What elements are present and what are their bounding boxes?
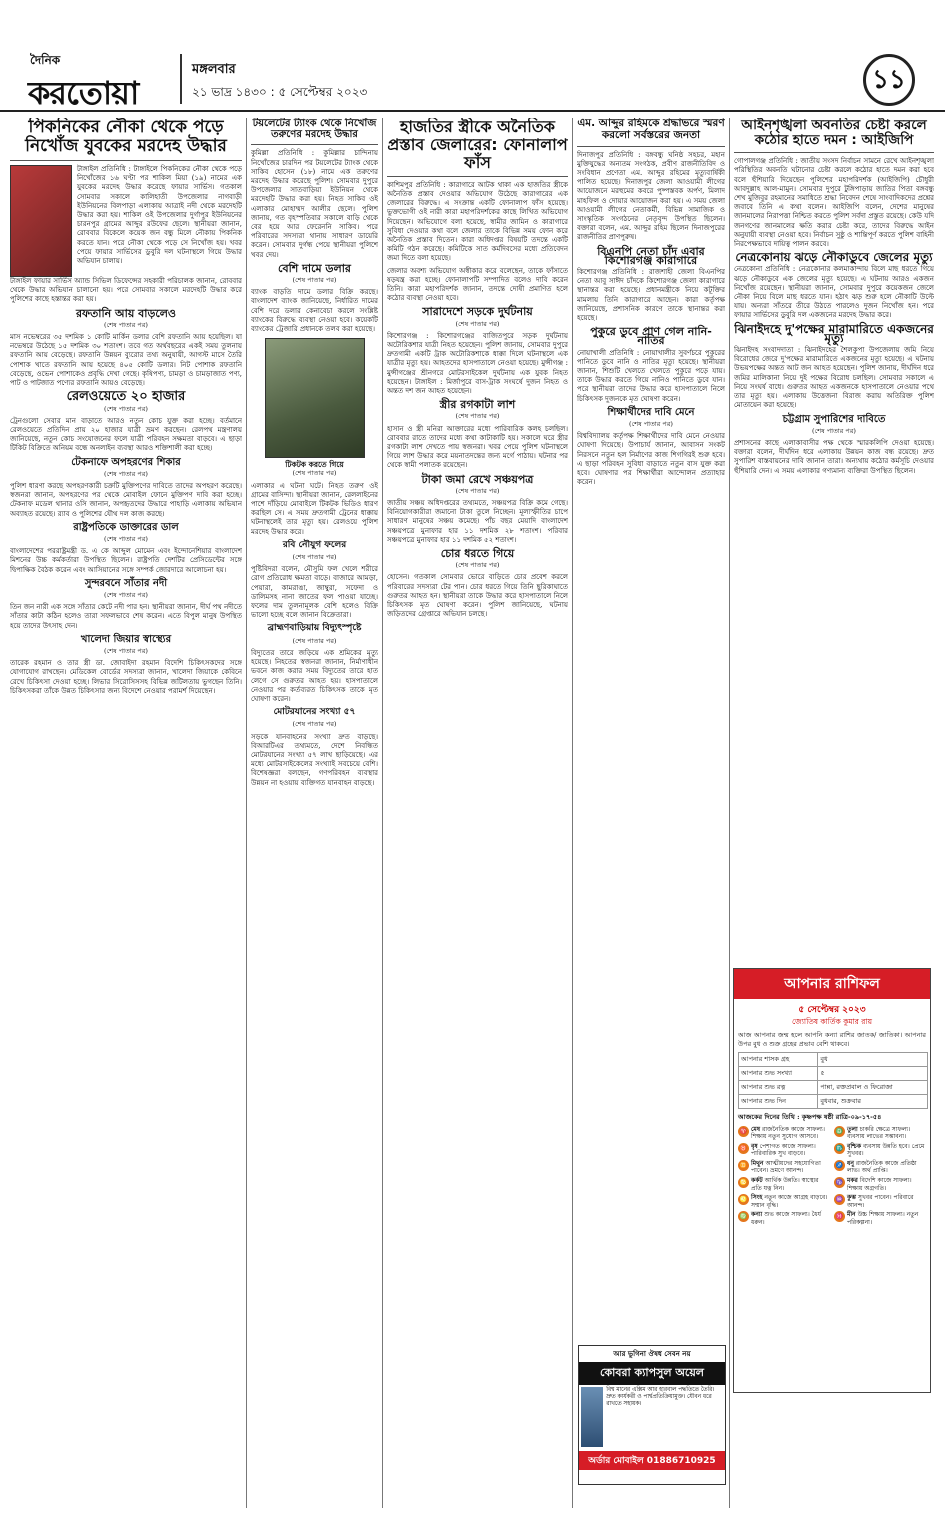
zodiac-item [738, 1143, 830, 1158]
zodiac-item [834, 1143, 926, 1158]
portrait-photo [10, 165, 72, 277]
story-body: জাতীয় সঞ্চয় অধিদপ্তরের তথ্যমতে, সঞ্চয়পত্র বিক্রি কমে গেছে। বিনিয়োগকারীরা জমানো টাকা তুলে নিচ্ছেন। মূল্যস্ফীতির চাপে সাধারণ মানুষের সঞ্চয় কমেছে। পাঁচ বছর মেয়াদি বাংলাদেশ সঞ্চয়পত্রে মুনাফার হার ১১ দশমিক ২৮ শতাংশ। পরিবার সঞ্চয়পত্রে মুনাফার হার ১১ দশমিক ৫২ শতাংশ। [387, 499, 568, 544]
continuation-note: (শেষ পাতার পর) [292, 720, 337, 729]
continuation-note: (শেষ পাতার পর) [104, 646, 148, 655]
story-headline: রেলওয়েতে ২০ হাজার [66, 389, 186, 405]
column-4 [577, 118, 725, 1340]
horoscope-intro: আজ আপনার জন্ম হলে আপনি কন্যা রাশির জাতক/ জাতিকা। আপনার উপর বুধ ও শুক্র গ্রহের প্রভাব বেশি থাকবে। [738, 1031, 926, 1048]
photo-caption: টিকটক করতে গিয়ে [285, 460, 344, 470]
story-headline: সুন্দরবনে সাঁতার নদী [84, 577, 168, 589]
continuation-note: (শেষ পাতার পর) [292, 469, 337, 478]
zodiac-name: মিথুন [751, 1159, 764, 1167]
newspaper-logo: করতোয়া [28, 74, 139, 112]
table-cell: পান্না, রক্তপ্রবাল ও ফিরোজা [818, 1081, 928, 1095]
continuation-note: (শেষ পাতার পর) [292, 553, 337, 562]
zodiac-item [738, 1211, 830, 1226]
continuation-note: (শেষ পাতার পর) [104, 469, 148, 478]
story-headline: টয়লেটের ট্যাংক থেকে নিখোঁজ তরুণের মরদেহ উদ্ধার [252, 118, 377, 141]
story-headline: মোটরযানের সংখ্যা ৫৭ [273, 707, 356, 718]
divider [734, 152, 934, 153]
column-5 [734, 118, 934, 963]
zodiac-name: বৃষ [751, 1142, 758, 1150]
horoscope-author: জ্যোতিষ কার্তিক কুমার রায় [791, 1017, 873, 1026]
zodiac-icon: ♋ [739, 1179, 748, 1187]
story-body: এলাকার এ ঘটনা ঘটে। নিহত তরুণ ওই গ্রামের বাসিন্দা। স্থানীয়রা জানান, রেললাইনের পাশে দাঁড়িয়ে মোবাইলে টিকটক ভিডিও ধারণ করছিল সে। এ সময় দ্রুতগামী ট্রেনের ধাক্কায় ঘটনাস্থলেই তার মৃত্যু হয়। রেলওয়ে পুলিশ মরদেহ উদ্ধার করে। [251, 481, 378, 536]
story-headline: ব্রাহ্মণবাড়িয়ায় বিদ্যুৎস্পৃষ্টে [267, 623, 362, 634]
story-headline: আইনশৃঙ্খলা অবনতির চেষ্টা করলে কঠোর হাতে দমন : আইজিপি [741, 118, 927, 149]
story-headline: টেকনাফে অপহরণের শিকার [71, 456, 181, 468]
column-divider [729, 118, 730, 1508]
zodiac-name: তুলা [847, 1125, 858, 1133]
news-photo [265, 338, 365, 458]
zodiac-name: মীন [847, 1211, 856, 1219]
zodiac-text: পেশাগত কাজে সাফল্য। পারিবারিক সুখ বাড়বে। [751, 1142, 816, 1158]
continuation-note: (শেষ পাতার পর) [292, 636, 337, 645]
zodiac-icon: ♏ [835, 1144, 844, 1152]
logo-small: দৈনিক [30, 53, 61, 67]
continuation-note: (শেষ পাতার পর) [104, 320, 148, 329]
continuation-note: (শেষ পাতার পর) [292, 276, 337, 285]
column-2 [251, 118, 378, 1513]
zodiac-item [834, 1194, 926, 1209]
zodiac-icon: ♎ [835, 1127, 844, 1135]
zodiac-item [834, 1126, 926, 1141]
story-body: বাংলাদেশের পররাষ্ট্রমন্ত্রী ড. এ কে আব্দুল মোমেন এবং ইন্দোনেশিয়ার বাংলাদেশ মিশনের উচ্চ কর্মকর্তারা উপস্থিত ছিলেন। রাষ্ট্রপতি দেশটির প্রেসিডেন্টের সঙ্গে দ্বিপাক্ষিক বৈঠক করেন এবং আসিয়ানের সঙ্গে সম্পর্ক জোরদারে আলোচনা হয়। [10, 547, 242, 574]
zodiac-name: মেষ [751, 1125, 761, 1133]
ad-image [581, 1387, 603, 1447]
story-headline: খালেদা জিয়ার স্বাস্থ্যের [80, 633, 172, 645]
story-headline: পুকুরে ডুবে প্রাণ গেল নানি-নাতির [590, 325, 712, 348]
advertisement [578, 1345, 726, 1485]
story-body: ঝিনাইদহ সংবাদদাতা : ঝিনাইদহের শৈলকুপা উপজেলায় জমি নিয়ে বিরোধের জেরে দু'পক্ষের মারামারিতে একজনের মৃত্যু হয়েছে। এ ঘটনায় উভয়পক্ষের অন্তত আট জন আহত হয়েছেন। পুলিশ জানায়, দীর্ঘদিন ধরে জমির মালিকানা নিয়ে দুই পক্ষের বিরোধ চলছিল। সোমবার সকালে এ নিয়ে সংঘর্ষ বাধে। গুরুতর আহত একজনকে হাসপাতালে নেওয়ার পথে তার মৃত্যু হয়। এলাকায় উত্তেজনা বিরাজ করায় অতিরিক্ত পুলিশ মোতায়েন করা হয়েছে। [734, 346, 934, 410]
zodiac-item [834, 1160, 926, 1175]
story-headline: চট্টগ্রাম সুপারিশের দাবিতে [782, 413, 886, 425]
zodiac-text: নতুন কাজে আগ্রহ বাড়বে। সম্মান বৃদ্ধি। [751, 1194, 828, 1209]
story-body: কুমিল্লা প্রতিনিধি : কুমিল্লার চান্দিনায় নিখোঁজের চারদিন পর টয়লেটের ট্যাংক থেকে সাকিব হোসেন (১৮) নামে এক তরুণের মরদেহ উদ্ধার করেছে পুলিশ। সোমবার দুপুরে উপজেলার সাতবাড়িয়া ইউনিয়ন থেকে মরদেহটি উদ্ধার করা হয়। নিহত সাকিব ওই এলাকার মোহাম্মদ আলীর ছেলে। পুলিশ জানায়, গত বৃহস্পতিবার সকালে বাড়ি থেকে বের হয়ে আর ফেরেননি সাকিব। পরে পরিবারের সদস্যরা থানায় সাধারণ ডায়েরি করেন। সোমবার দুর্গন্ধ পেয়ে স্থানীয়রা পুলিশে খবর দেয়। [251, 149, 378, 259]
zodiac-icon: ♉ [739, 1144, 748, 1152]
zodiac-text: উচ্চ শিক্ষায় সাফল্য। নতুন পরিকল্পনা। [847, 1211, 919, 1227]
continuation-note: (শেষ পাতার পর) [629, 419, 673, 428]
divider [180, 54, 182, 104]
issue-day: মঙ্গলবার [192, 62, 236, 77]
zodiac-name: কন্যা [751, 1211, 763, 1219]
table-cell: বুধবার, শুক্রবার [818, 1095, 928, 1109]
story-headline: বেশি দামে ডলার [278, 261, 351, 275]
column-divider [246, 118, 247, 1508]
continuation-note: (শেষ পাতার পর) [812, 426, 856, 435]
zodiac-name: কর্কট [751, 1177, 763, 1185]
story-body: পুষ্টিবিদরা বলেন, মৌসুমি ফল খেলে শরীরে রোগ প্রতিরোধ ক্ষমতা বাড়ে। বাজারে আমড়া, পেয়ারা, কামরাঙা, জাম্বুরা, সফেদা ও ডালিমসহ নানা জাতের ফল পাওয়া যাচ্ছে। ফলের দাম তুলনামূলক বেশি হলেও বিক্রি ভালো হচ্ছে বলে জানান বিক্রেতারা। [251, 565, 378, 620]
story-body: নেত্রকোনা প্রতিনিধি : নেত্রকোনার কলমাকান্দায় বিলে মাছ ধরতে গিয়ে ঝড়ে নৌকাডুবে এক জেলের মৃত্যু হয়েছে। এ ঘটনায় আরও একজন নিখোঁজ রয়েছেন। স্থানীয়রা জানান, সোমবার দুপুরে কয়েকজন জেলে নৌকা নিয়ে বিলে মাছ ধরতে যান। হঠাৎ ঝড় শুরু হলে নৌকাটি উল্টে যায়। অন্যরা সাঁতরে তীরে উঠতে পারলেও দুজন নিখোঁজ হন। পরে ফায়ার সার্ভিসের ডুবুরি দল একজনের মরদেহ উদ্ধার করে। [734, 265, 934, 320]
story-headline: বিএনপি নেতা চাঁদ এবার কিশোরগঞ্জ কারাগারে [597, 244, 705, 267]
zodiac-signs [734, 1124, 930, 1229]
story-headline: হাজতির স্ত্রীকে অনৈতিক প্রস্তাব জেলারের: ফোনালাপ ফাঁস [387, 118, 568, 172]
story-headline: সারাদেশে সড়কে দুর্ঘটনায় [422, 305, 533, 319]
ad-phone: অর্ডার মোবাইল 01886710925 [579, 1451, 725, 1470]
zodiac-item [738, 1126, 830, 1141]
zodiac-item [834, 1177, 926, 1192]
table-cell: আপনার শুভ দিন [739, 1095, 818, 1109]
story-body: কিশোরগঞ্জ প্রতিনিধি : রাজশাহী জেলা বিএনপির নেতা আবু সাঈদ চাঁদকে কিশোরগঞ্জ জেলা কারাগারে স্থানান্তর করা হয়েছে। প্রধানমন্ত্রীকে নিয়ে কটূক্তির মামলায় তিনি কারাগারে আছেন। কারা কর্তৃপক্ষ জানিয়েছে, প্রশাসনিক কারণে তাকে স্থানান্তর করা হয়েছে। [577, 267, 725, 322]
story-body: কাশিমপুর প্রতিনিধি : কারাগারে আটক থাকা এক হাজতির স্ত্রীকে অনৈতিক প্রস্তাব দেওয়ার অভিযোগ উঠেছে কারাগারের এক জেলারের বিরুদ্ধে। এ সংক্রান্ত একটি ফোনালাপ ফাঁস হয়েছে। ভুক্তভোগী ওই নারী কারা মহাপরিদর্শকের কাছে লিখিত অভিযোগ দিয়েছেন। অভিযোগে বলা হয়েছে, স্বামীর জামিন ও কারাগারে সুবিধা দেওয়ার কথা বলে জেলার তাকে বিভিন্ন সময় ফোন করে অনৈতিক প্রস্তাব দিতেন। কারা অধিদপ্তর বিষয়টি তদন্তে একটি কমিটি গঠন করেছে। কমিটিকে সাত কর্মদিবসের মধ্যে প্রতিবেদন জমা দিতে বলা হয়েছে। [387, 180, 568, 263]
divider [10, 160, 242, 161]
story-body: হাসান ও স্ত্রী মনিরা আক্তারের মধ্যে পারিবারিক কলহ চলছিল। রোববার রাতে তাদের মধ্যে কথা কাটাকাটি হয়। সকালে ঘরে স্ত্রীর রগকাটা লাশ দেখতে পায় স্বজনরা। খবর পেয়ে পুলিশ ঘটনাস্থলে গিয়ে লাশ উদ্ধার করে ময়নাতদন্তের জন্য মর্গে পাঠায়। ঘটনার পর থেকে স্বামী পলাতক রয়েছেন। [387, 424, 568, 470]
table-cell: বুধ [818, 1053, 928, 1067]
divider [387, 176, 568, 177]
story-headline: রফতানি আয় বাড়লেও [75, 306, 177, 320]
zodiac-item [738, 1177, 830, 1192]
zodiac-icon: ♓ [835, 1213, 844, 1221]
story-body: জেলার অবশ্য অভিযোগ অস্বীকার করে বলেছেন, তাকে ফাঁসাতে ষড়যন্ত্র করা হচ্ছে। ফোনালাপটি সম্পাদিত বলেও দাবি করেন তিনি। কারা মহাপরিদর্শক জানান, তদন্তে দোষী প্রমাণিত হলে কঠোর ব্যবস্থা নেওয়া হবে। [387, 266, 568, 303]
story-body: পুলিশ ধারণা করছে অপহরণকারী চক্রটি মুক্তিপণের দাবিতে তাদের অপহরণ করেছে। স্বজনরা জানান, অপহরণের পর থেকে মোবাইল ফোনে মুক্তিপণ দাবি করা হচ্ছে। টেকনাফ মডেল থানার ওসি জানান, অপহৃতদের উদ্ধারে পাহাড়ি এলাকায় অভিযান অব্যাহত রয়েছে। র‍্যাব ও পুলিশের যৌথ দল কাজ করছে। [10, 481, 242, 518]
story-headline: স্ত্রীর রগকাটা লাশ [439, 398, 516, 412]
story-headline: টাকা জমা রেখে সঞ্চয়পত্র [421, 472, 534, 486]
zodiac-text: বিদেশি কাজে সাফল্য। শিক্ষায় অগ্রগতি। [847, 1177, 912, 1192]
horoscope-title: আপনার রাশিফল [734, 969, 930, 999]
zodiac-icon: ♒ [835, 1196, 844, 1204]
story-body: দিনাজপুর প্রতিনিধি : বঙ্গবন্ধু ঘনিষ্ঠ সহচর, মহান মুক্তিযুদ্ধের অন্যতম সংগঠক, প্রবীণ রাজনীতিবিদ ও সংবিধান প্রণেতা এম. আব্দুর রহিমের মৃত্যুবার্ষিকী পালিত হয়েছে। দিনাজপুর জেলা আওয়ামী লীগের আয়োজনে মরহুমের কবরে পুষ্পস্তবক অর্পণ, মিলাদ মাহফিল ও দোয়ার আয়োজন করা হয়। এ সময় জেলা আওয়ামী লীগের নেতাকর্মী, বিভিন্ন সামাজিক ও সাংস্কৃতিক সংগঠনের নেতৃবৃন্দ উপস্থিত ছিলেন। বক্তারা বলেন, এম. আব্দুর রহিম ছিলেন দিনাজপুরের রাজনীতির প্রাণপুরুষ। [577, 150, 725, 242]
zodiac-text: ব্যবসায় উন্নতি হবে। প্রেমে সুখবর। [847, 1142, 925, 1158]
story-body: কিশোরগঞ্জ : কিশোরগঞ্জের বাজিতপুরে সড়ক দুর্ঘটনায় অটোরিকশার যাত্রী নিহত হয়েছেন। পুলিশ জানায়, সোমবার দুপুরে দ্রুতগামী একটি ট্রাক অটোরিকশাকে ধাক্কা দিলে ঘটনাস্থলে এক যাত্রীর মৃত্যু হয়। আহতদের হাসপাতালে নেওয়া হয়েছে। মুন্সীগঞ্জ : মুন্সীগঞ্জের শ্রীনগরে মোটরসাইকেল দুর্ঘটনায় এক যুবক নিহত হয়েছেন। টাঙ্গাইল : মির্জাপুরে বাস-ট্রাক সংঘর্ষে দুজন নিহত ও অন্তত দশ জন আহত হয়েছেন। [387, 331, 568, 395]
zodiac-name: সিংহ [751, 1194, 763, 1202]
zodiac-icon: ♍ [739, 1213, 748, 1221]
story-headline: চোর ধরতে গিয়ে [440, 547, 515, 561]
continuation-note: (শেষ পাতার পর) [455, 319, 500, 328]
table-cell: আপনার শাসক গ্রহ [739, 1053, 818, 1067]
page-number: ১১ [863, 54, 915, 106]
table-row [739, 1095, 928, 1109]
horoscope-table [738, 1052, 928, 1109]
zodiac-text: রাজনৈতিক কাজে সাফল্য। শিক্ষায় নতুন সুযোগ আসবে। [751, 1125, 825, 1141]
story-body: গোপালগঞ্জ প্রতিনিধি : জাতীয় সংসদ নির্বাচন সামনে রেখে আইনশৃঙ্খলা পরিস্থিতির অবনতি ঘটানোর চেষ্টা করলে কঠোর হাতে দমন করা হবে বলে হুঁশিয়ারি দিয়েছেন পুলিশের মহাপরিদর্শক (আইজিপি) চৌধুরী আবদুল্লাহ আল-মামুন। সোমবার দুপুরে টুঙ্গিপাড়ায় জাতির পিতা বঙ্গবন্ধু শেখ মুজিবুর রহমানের সমাধিতে শ্রদ্ধা নিবেদন শেষে সাংবাদিকদের প্রশ্নের জবাবে তিনি এ কথা বলেন। আইজিপি বলেন, দেশের মানুষের জানমালের নিরাপত্তা নিশ্চিত করতে পুলিশ সর্বদা প্রস্তুত রয়েছে। কেউ যদি জনগণের জানমালের ক্ষতি করার চেষ্টা করে, তাদের বিরুদ্ধে আইন অনুযায়ী ব্যবস্থা নেওয়া হবে। নির্বাচন সুষ্ঠু ও শান্তিপূর্ণ করতে পুলিশ বাহিনী নিরপেক্ষভাবে দায়িত্ব পালন করবে। [734, 157, 934, 249]
ad-brand: কোবরা ক্যাপসুল অয়েল [579, 1362, 725, 1385]
divider [251, 144, 378, 145]
continuation-note: (শেষ পাতার পর) [104, 590, 148, 599]
continuation-note: (শেষ পাতার পর) [104, 404, 148, 413]
story-headline: এম. আব্দুর রহিমকে শ্রদ্ধাভরে স্মরণ করলো সর্বস্তরের জনতা [577, 118, 725, 141]
divider [577, 146, 725, 147]
story-body: নোয়াখালী প্রতিনিধি : নোয়াখালীর সুবর্ণচরে পুকুরের পানিতে ডুবে নানি ও নাতির মৃত্যু হয়েছে। স্থানীয়রা জানান, শিশুটি খেলতে খেলতে পুকুরে পড়ে যায়। তাকে উদ্ধার করতে গিয়ে নানিও পানিতে ডুবে যান। পরে স্থানীয়রা তাদের উদ্ধার করে হাসপাতালে নিলে চিকিৎসক দুজনকে মৃত ঘোষণা করেন। [577, 348, 725, 403]
horoscope-tithi: আজকের দিনের তিথি : কৃষ্ণপক্ষ ষষ্ঠী রাত্রি-০৯-১৭-৫৪ [738, 1113, 882, 1121]
zodiac-text: আর্থিক উন্নতি। স্বাস্থ্যের প্রতি যত্ন নিন। [751, 1177, 819, 1192]
continuation-note: (শেষ পাতার পর) [455, 486, 500, 495]
story-body: সড়কে যানবাহনের সংখ্যা দ্রুত বাড়ছে। বিআরটিএর তথ্যমতে, দেশে নিবন্ধিত মোটরযানের সংখ্যা ৫৭ লাখ ছাড়িয়েছে। এর মধ্যে মোটরসাইকেলের সংখ্যাই সবচেয়ে বেশি। বিশেষজ্ঞরা বলছেন, গণপরিবহন ব্যবস্থার উন্নয়ন না হওয়ায় ব্যক্তিগত যানবাহন বাড়ছে। [251, 732, 378, 787]
table-cell: আপনার শুভ সংখ্যা [739, 1067, 818, 1081]
story-headline: ঝিনাইদহে দু'পক্ষের মারামারিতে একজনের মৃত্যু [734, 321, 934, 345]
table-cell: আপনার শুভ রত্ন [739, 1081, 818, 1095]
zodiac-item [834, 1211, 926, 1226]
issue-date: ২১ ভাদ্র ১৪৩০ : ৫ সেপ্টেম্বর ২০২৩ [192, 85, 368, 99]
story-body: তিন জন নারী এক সঙ্গে সাঁতার কেটে নদী পার হন। স্থানীয়রা জানান, দীর্ঘ পথ নদীতে সাঁতার কাটা কঠিন হলেও তারা সফলভাবে শেষ করেন। এতে বিপুল মানুষ উপস্থিত হয়ে তাদের উৎসাহ দেন। [10, 603, 242, 630]
column-divider [382, 118, 383, 1508]
story-body: টাঙ্গাইল ফায়ার সার্ভিস অ্যান্ড সিভিল ডিফেন্সের সহকারী পরিচালক জানান, রোববার থেকে উদ্ধার অভিযান চালানো হয়। পরে সোমবার সকালে মরদেহটি উদ্ধার করে পুলিশের কাছে হস্তান্তর করা হয়। [10, 277, 242, 304]
continuation-note: (শেষ পাতার পর) [455, 561, 500, 570]
zodiac-icon: ♑ [835, 1179, 844, 1187]
story-body: তারেক রহমান ও তার স্ত্রী ডা. জোবাইদা রহমান বিদেশি চিকিৎসকদের সঙ্গে যোগাযোগ রাখছেন। মেডিকেল বোর্ডের সদস্যরা জানান, খালেদা জিয়াকে কেবিনে রেখে চিকিৎসা দেওয়া হচ্ছে। লিভার সিরোসিসসহ বিভিন্ন জটিলতায় ভুগছেন তিনি। চিকিৎসকরা তাঁকে উন্নত চিকিৎসার জন্য বিদেশে নেওয়ার পরামর্শ দিয়েছেন। [10, 659, 242, 695]
zodiac-text: রাজনৈতিক কাজে প্রতিষ্ঠা লাভ। অর্থ প্রাপ্তি। [847, 1159, 917, 1175]
column-divider [572, 118, 573, 1508]
continuation-note: (শেষ পাতার পর) [455, 412, 500, 421]
zodiac-name: মকর [847, 1177, 858, 1185]
story-body: বিশ্ববিদ্যালয় কর্তৃপক্ষ শিক্ষার্থীদের দাবি মেনে নেওয়ার ঘোষণা দিয়েছে। উপাচার্য জানান, আবাসন সংকট নিরসনে নতুন হল নির্মাণের কাজ শিগগিরই শুরু হবে। এ ছাড়া পরিবহন সুবিধা বাড়াতে নতুন বাস যুক্ত করা হবে। ঘোষণার পর শিক্ষার্থীরা আন্দোলন প্রত্যাহার করেন। [577, 432, 725, 487]
story-body: ব্যাংক বাড়তি দামে ডলার বিক্রি করছে। বাংলাদেশ ব্যাংক জানিয়েছে, নির্ধারিত দামের বেশি দরে ডলার কেনাবেচা করলে সংশ্লিষ্ট ব্যাংকের বিরুদ্ধে ব্যবস্থা নেওয়া হবে। কয়েকটি ব্যাংকের ট্রেজারি প্রধানকে তলব করা হয়েছে। [251, 288, 378, 334]
story-headline: রবি নৌযুগ ফলের [282, 539, 347, 550]
horoscope-date: ৫ সেপ্টেম্বর ২০২৩ [798, 1005, 866, 1015]
horoscope-box [733, 968, 931, 1393]
zodiac-item [738, 1194, 830, 1209]
story-body: বিদ্যুতের তারে জড়িয়ে এক শ্রমিকের মৃত্যু হয়েছে। নিহতের স্বজনরা জানান, নির্মাণাধীন ভবনে কাজ করার সময় বিদ্যুতের তারে হাত লেগে সে গুরুতর আহত হয়। হাসপাতালে নেওয়ার পর কর্তব্যরত চিকিৎসক তাকে মৃত ঘোষণা করেন। [251, 648, 378, 703]
column-1 [10, 118, 242, 1513]
story-headline: নেত্রকোনায় ঝড়ে নৌকাডুবে জেলের মৃত্যু [735, 250, 933, 265]
table-row [739, 1067, 928, 1081]
story-headline: রাষ্ট্রপতিকে ডাক্তারের ডাল [73, 521, 179, 533]
story-headline: পিকনিকের নৌকা থেকে পড়ে নিখোঁজ যুবকের মরদেহ উদ্ধার [25, 118, 227, 157]
masthead [0, 0, 945, 112]
table-cell: ৫ [818, 1067, 928, 1081]
story-body: ট্রেনগুলো সেবার মান বাড়াতে আরও নতুন কোচ যুক্ত করা হচ্ছে। বর্তমানে রেলওয়েতে প্রতিদিন প্রায় ২০ হাজার যাত্রী ভ্রমণ করছেন। রেলপথ মন্ত্রণালয় জানিয়েছে, নতুন কোচ সংযোজনের ফলে যাত্রী পরিবহন সক্ষমতা বাড়বে। এ ছাড়া টিকিট বিক্রিতে অনিয়ম বন্ধে অনলাইন ব্যবস্থা আরও শক্তিশালী করা হচ্ছে। [10, 416, 242, 453]
continuation-note: (শেষ পাতার পর) [104, 534, 148, 543]
story-headline: শিক্ষার্থীদের দাবি মেনে [607, 406, 695, 418]
zodiac-text: সুখবর পাবেন। পরিবারে আনন্দ। [847, 1194, 914, 1209]
zodiac-icon: ♌ [739, 1196, 748, 1204]
table-row [739, 1053, 928, 1067]
zodiac-icon: ♐ [835, 1161, 844, 1169]
table-row [739, 1081, 928, 1095]
zodiac-text: শুভ কাজে সাফল্য। ধৈর্য ধরুন। [751, 1211, 821, 1227]
zodiac-name: ধনু [847, 1159, 854, 1167]
zodiac-icon: ♈ [739, 1127, 748, 1135]
zodiac-name: বৃশ্চিক [847, 1142, 862, 1150]
column-3 [387, 118, 568, 1513]
story-body: মাস নভেম্বরের ৩৫ দশমিক ১ কোটি মার্কিন ডলার বেশি রফতানি আয় হয়েছিল। যা নভেম্বরে উঠেছে ১৫ দশমিক ৩০ শতাংশ। তবে গত অর্থবছরের একই সময় তুলনায় রফতানি আয় বেড়েছে। রফতানি উন্নয়ন ব্যুরোর তথ্য অনুযায়ী, আগস্ট মাসে তৈরি পোশাক খাতে রফতানি আয় হয়েছে ৪০৫ কোটি ডলার। নিট পোশাক রফতানি বেড়েছে, ওভেন পোশাকেও প্রবৃদ্ধি দেখা গেছে। কৃষিপণ্য, চামড়া ও চামড়াজাত পণ্য, পাট ও পাটজাত পণ্যের রফতানি আয়ও বেড়েছে। [10, 333, 242, 388]
story-body: টাঙ্গাইল প্রতিনিধি : টাঙ্গাইলে পিকনিকের নৌকা থেকে পড়ে নিখোঁজের ১৬ ঘণ্টা পর শাকিল মিয়া (১৯) নামের এক যুবকের মরদেহ উদ্ধার করেছে ফায়ার সার্ভিস। গতকাল সোমবার সকালে কালিহাতী উপজেলার নাগবাড়ী ইউনিয়নের বিলপাড়া এলাকায় আত্রাই নদী থেকে মরদেহটি উদ্ধার করা হয়। শাকিল ওই উপজেলার দুর্গাপুর ইউনিয়নের চারনপুর গ্রামের আব্দুর রউফের ছেলে। স্থানীয়রা জানান, রোববার বিকেলে কয়েক জন বন্ধু মিলে নৌকায় পিকনিক করতে যান। পরে নৌকা থেকে পড়ে সে নিখোঁজ হয়। খবর পেয়ে ফায়ার সার্ভিসের ডুবুরি দল ঘটনাস্থলে গিয়ে উদ্ধার অভিযান চালায়। [77, 165, 242, 266]
ad-text: বিশ্ব মানের এক্সিম আর হারবাল পদ্ধতিতে তৈরি। দ্রুত কার্যকরী ও পার্শ্বপ্রতিক্রিয়ামুক্ত। যৌবন ধরে রাখতে সহায়ক। [606, 1387, 715, 1407]
zodiac-name: কুম্ভ [847, 1194, 856, 1202]
ad-tagline: আর ভুগিনা ঔষধ সেবন নয় [613, 1349, 691, 1358]
story-body: হোসেন। গতকাল সোমবার ভোরে বাড়িতে চোর প্রবেশ করলে পরিবারের সদস্যরা টের পান। চোর ধরতে গিয়ে তিনি ছুরিকাঘাতে গুরুতর আহত হন। স্থানীয়রা তাকে উদ্ধার করে হাসপাতালে নিলে চিকিৎসক মৃত ঘোষণা করেন। পুলিশ জানিয়েছে, ঘটনায় জড়িতদের গ্রেপ্তারে অভিযান চলছে। [387, 573, 568, 619]
story-body: প্রশাসনের কাছে এলাকাবাসীর পক্ষ থেকে স্মারকলিপি দেওয়া হয়েছে। বক্তারা বলেন, দীর্ঘদিন ধরে এলাকায় উন্নয়ন কাজ বন্ধ রয়েছে। দ্রুত সুপারিশ বাস্তবায়নের দাবি জানান তারা। অন্যথায় কঠোর কর্মসূচি দেওয়ার হুঁশিয়ারি দেন। এ সময় এলাকার গণ্যমান্য ব্যক্তিরা উপস্থিত ছিলেন। [734, 438, 934, 475]
zodiac-icon: ♊ [739, 1161, 748, 1169]
zodiac-text: আত্মীয়দের সহযোগিতা পাবেন। ভ্রমণে আনন্দ। [751, 1159, 821, 1175]
zodiac-text: চাকরি ক্ষেত্রে সাফল্য। ব্যবসায় লাভের সম্ভাবনা। [847, 1125, 911, 1141]
zodiac-item [738, 1160, 830, 1175]
